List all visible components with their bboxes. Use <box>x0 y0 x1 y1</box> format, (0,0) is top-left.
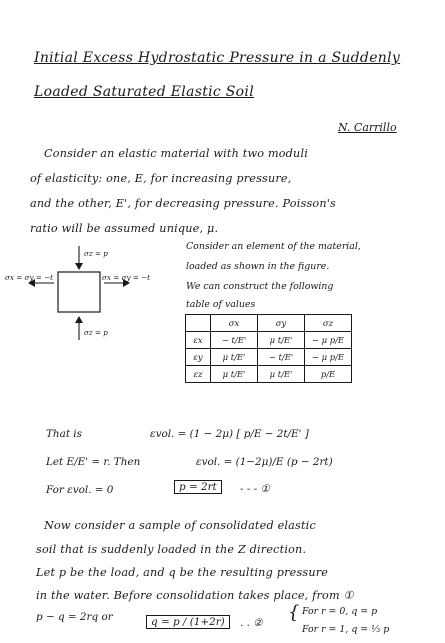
table-cell: − t/E' <box>211 332 258 349</box>
table-cell: μ t/E' <box>211 349 258 366</box>
element-text-1: Consider an element of the material, <box>186 241 361 252</box>
equation-1-boxed: p = 2rt <box>174 480 222 494</box>
table-cell: μ t/E' <box>258 366 305 383</box>
figure-label-right: σx = σy = −t <box>102 273 151 282</box>
table-header-sx: σx <box>211 315 258 332</box>
table-header-row <box>186 315 352 332</box>
element-square <box>58 272 100 312</box>
bottom-arrow-head <box>75 316 83 323</box>
table-cell: μ t/E' <box>211 366 258 383</box>
volumetric-strain-equation: εvol. = (1 − 2μ) [ p/E − 2t/E' ] <box>150 428 309 440</box>
case-r-one: For r = 1, q = ⅓ p <box>302 624 390 635</box>
top-arrow-head <box>75 263 83 270</box>
intro-line-2: of elasticity: one, E, for increasing pressure, <box>30 172 292 185</box>
cases-brace: { <box>288 602 300 623</box>
table-row <box>186 349 352 366</box>
table-cell: − μ p/E <box>305 332 352 349</box>
table-row <box>186 366 352 383</box>
element-text-4: table of values <box>186 299 256 310</box>
strain-stress-table <box>185 314 352 383</box>
intro-line-3: and the other, E', for decreasing pressure. Poisson's <box>30 197 336 210</box>
consolidation-line-1: Now consider a sample of consolidated elastic <box>44 519 316 532</box>
pressure-balance-equation: p − q = 2rq or <box>36 611 113 623</box>
intro-line-1: Consider an elastic material with two moduli <box>44 147 309 160</box>
equation-1-tag: - - - ① <box>240 483 270 495</box>
that-is-label: That is <box>46 428 82 440</box>
table-row <box>186 332 352 349</box>
figure-label-bottom: σz = p <box>84 328 108 337</box>
figure-label-top: σz = p <box>84 249 108 258</box>
case-r-zero: For r = 0, q = p <box>302 606 378 617</box>
table-header-sy: σy <box>258 315 305 332</box>
table-row-label: εx <box>186 332 211 349</box>
table-cell: μ t/E' <box>258 332 305 349</box>
let-ratio-label: Let E/E' = r. Then <box>46 456 141 468</box>
table-header-sz: σz <box>305 315 352 332</box>
zero-strain-label: For εvol. = 0 <box>46 484 114 496</box>
consolidation-line-2: soil that is suddenly loaded in the Z direction. <box>36 543 307 556</box>
element-text-3: We can construct the following <box>186 281 334 292</box>
title-line-2: Loaded Saturated Elastic Soil <box>34 84 254 100</box>
figure-label-left: σx = σy = −t <box>5 273 54 282</box>
consolidation-line-3: Let p be the load, and q be the resulting pressure <box>36 566 329 579</box>
title-line-1: Initial Excess Hydrostatic Pressure in a Suddenly <box>34 50 401 66</box>
intro-line-4: ratio will be assumed unique, μ. <box>30 222 219 235</box>
consolidation-line-4: in the water. Before consolidation takes place, from ① <box>36 589 354 602</box>
table-corner-cell <box>186 315 211 332</box>
table-cell: p/E <box>305 366 352 383</box>
table-row-label: εy <box>186 349 211 366</box>
equation-2-boxed: q = p / (1+2r) <box>146 615 230 629</box>
table-cell: − t/E' <box>258 349 305 366</box>
volumetric-strain-ratio-equation: εvol. = (1−2μ)/E (p − 2rt) <box>196 456 333 468</box>
element-text-2: loaded as shown in the figure. <box>186 261 330 272</box>
author: N. Carrillo <box>338 121 397 134</box>
table-cell: − μ p/E <box>305 349 352 366</box>
equation-2-tag: . . ② <box>240 617 263 629</box>
table-row-label: εz <box>186 366 211 383</box>
